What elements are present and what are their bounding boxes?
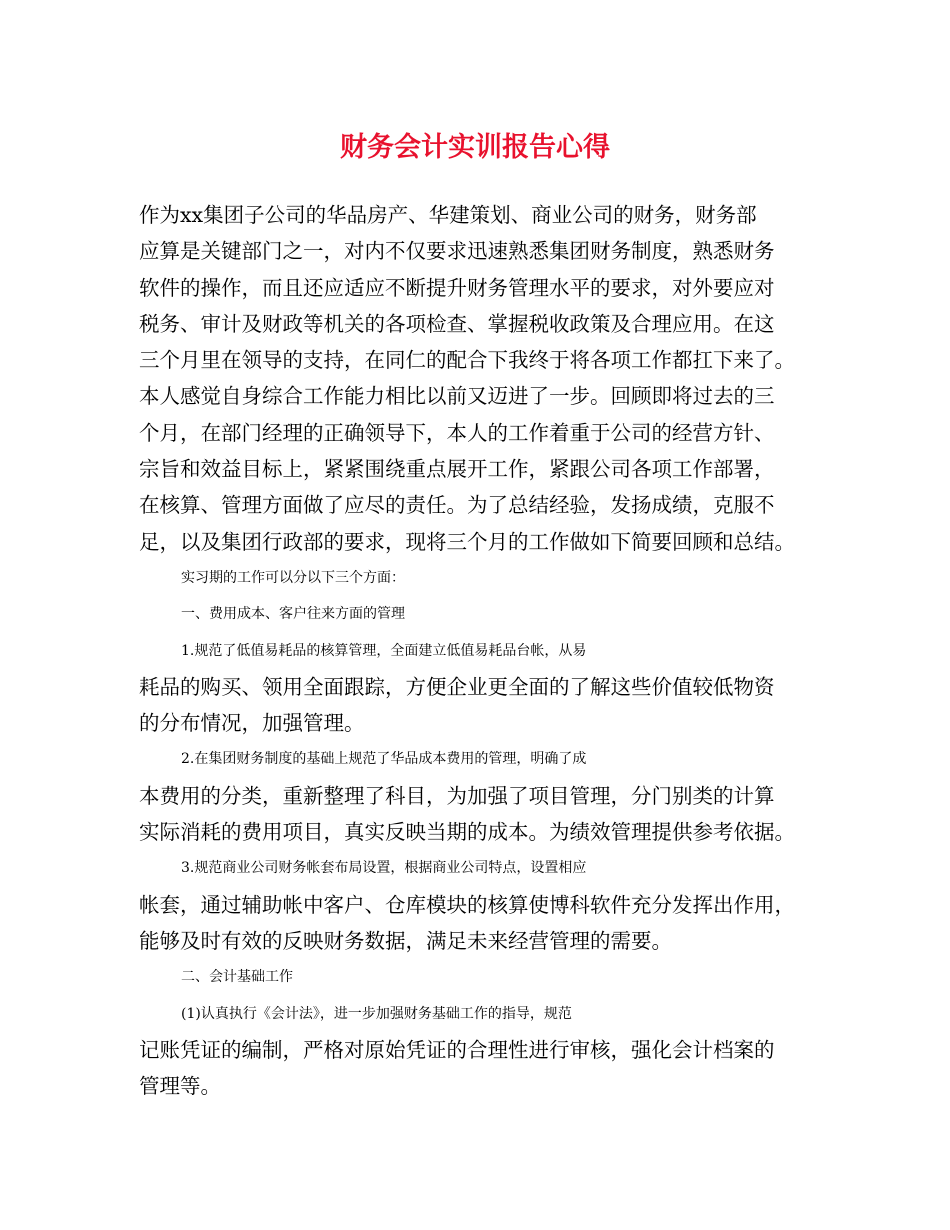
- document-body: [139, 197, 829, 1104]
- text-line: 二、会计基础工作: [181, 969, 293, 986]
- text-line: 三个月里在领导的支持，在同仁的配合下我终于将各项工作都扛下来了。: [139, 348, 795, 373]
- text-line: 应算是关键部门之一，对内不仅要求迅速熟悉集团财务制度，熟悉财务: [139, 239, 775, 264]
- text-line: 个月，在部门经理的正确领导下，本人的工作着重于公司的经营方针、: [139, 420, 775, 445]
- text-line: 本费用的分类，重新整理了科目，为加强了项目管理，分门别类的计算: [139, 783, 775, 808]
- text-line: 实际消耗的费用项目，真实反映当期的成本。为绩效管理提供参考依据。: [139, 820, 795, 845]
- text-line: 作为xx集团子公司的华品房产、华建策划、商业公司的财务，财务部: [139, 203, 757, 227]
- text-line: 能够及时有效的反映财务数据，满足未来经营管理的需要。: [139, 928, 672, 953]
- text-line: 一、费用成本、客户往来方面的管理: [181, 606, 405, 623]
- text-line: 1.规范了低值易耗品的核算管理，全面建立低值易耗品台帐，从易: [181, 642, 587, 659]
- text-line: 税务、审计及财政等机关的各项检查、掌握税收政策及合理应用。在这: [139, 311, 775, 336]
- document-title: 财务会计实训报告心得: [340, 132, 610, 163]
- text-line: 本人感觉自身综合工作能力相比以前又迈进了一步。回顾即将过去的三: [139, 384, 775, 409]
- text-line: 帐套，通过辅助帐中客户、仓库模块的核算使博科软件充分发挥出作用，: [139, 892, 795, 917]
- text-line: 3.规范商业公司财务帐套布局设置，根据商业公司特点，设置相应: [181, 860, 587, 877]
- text-line: 耗品的购买、领用全面跟踪，方便企业更全面的了解这些价值较低物资: [139, 674, 775, 699]
- text-line: (1)认真执行《会计法》，进一步加强财务基础工作的指导，规范: [181, 1005, 572, 1022]
- text-line: 宗旨和效益目标上，紧紧围绕重点展开工作，紧跟公司各项工作部署，: [139, 457, 775, 482]
- text-line: 在核算、管理方面做了应尽的责任。为了总结经验，发扬成绩，克服不: [139, 493, 775, 518]
- text-line: 记账凭证的编制，严格对原始凭证的合理性进行审核，强化会计档案的: [139, 1037, 775, 1062]
- text-line: 软件的操作，而且还应适应不断提升财务管理水平的要求，对外要应对: [139, 275, 775, 300]
- text-line: 的分布情况，加强管理。: [139, 711, 365, 736]
- text-line: 足，以及集团行政部的要求，现将三个月的工作做如下简要回顾和总结。: [139, 529, 795, 554]
- text-line: 实习期的工作可以分以下三个方面：: [181, 569, 405, 586]
- text-line: 2.在集团财务制度的基础上规范了华品成本费用的管理，明确了成: [181, 751, 587, 768]
- text-line: 管理等。: [139, 1074, 221, 1099]
